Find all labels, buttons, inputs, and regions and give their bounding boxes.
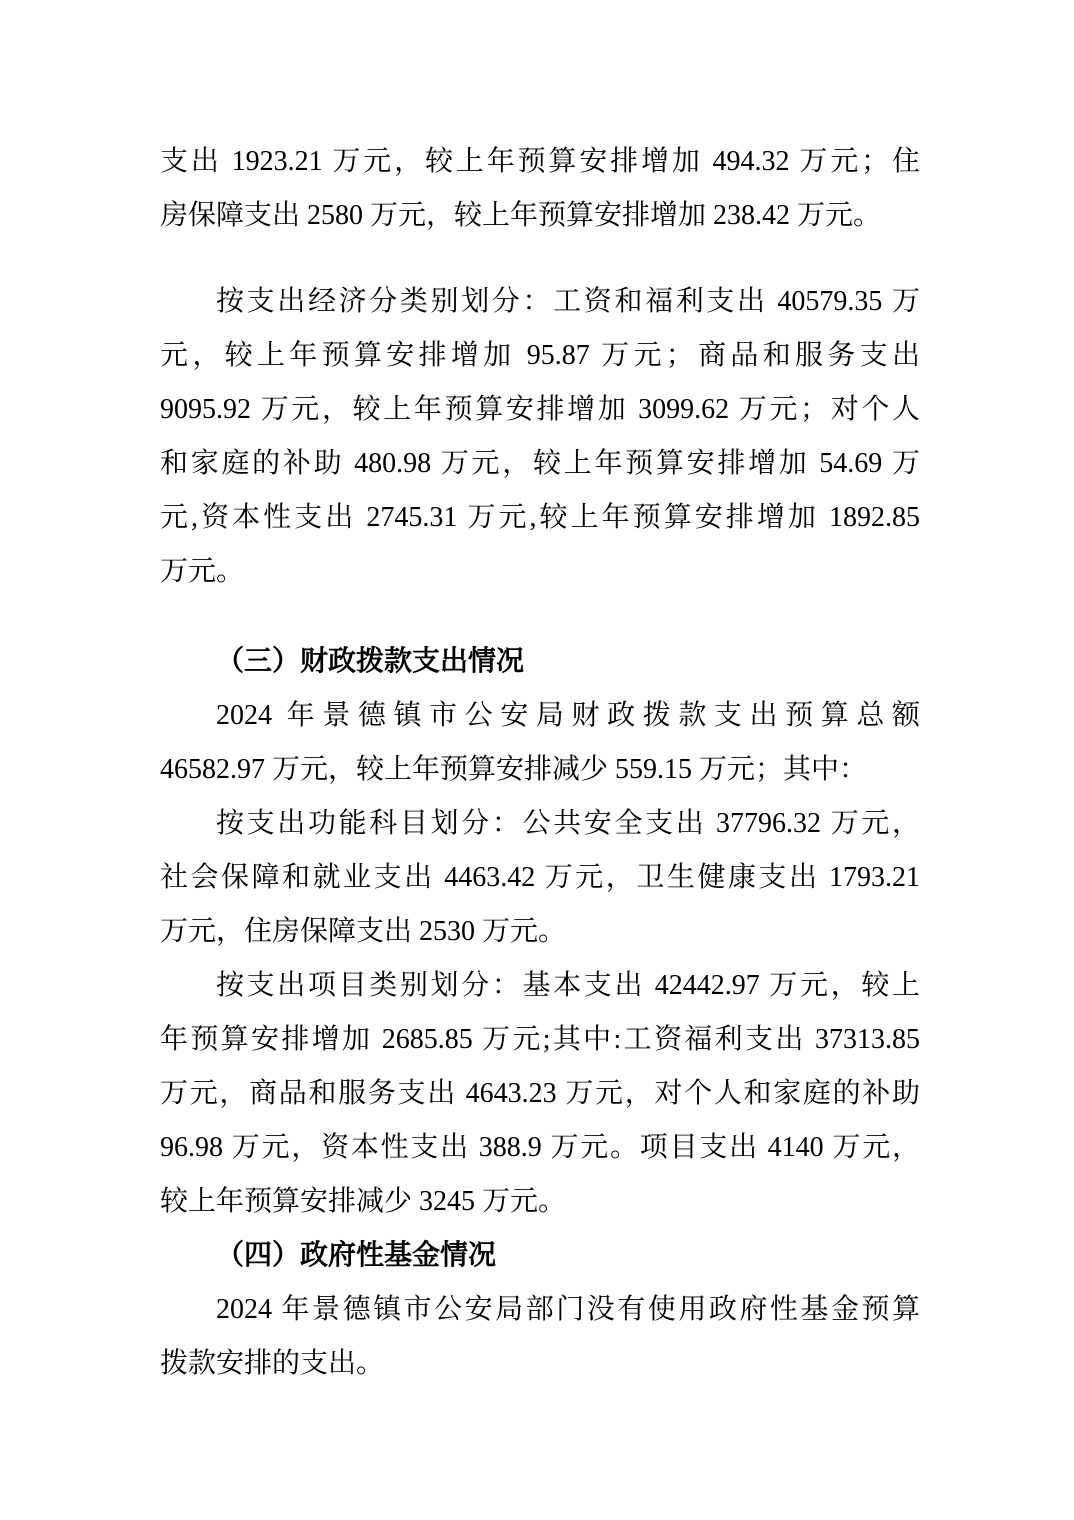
paragraph [160, 959, 920, 1229]
paragraph [160, 689, 920, 797]
paragraph [160, 135, 920, 243]
text-line: 96.98 万元，资本性支出 388.9 万元。项目支出 4140 万元， [160, 1132, 920, 1163]
text-line: 拨款安排的支出。 [160, 1348, 385, 1379]
heading-text: （四）政府性基金情况 [216, 1240, 497, 1271]
section-heading [160, 1229, 920, 1283]
paragraph [160, 275, 920, 599]
text-line: 支出 1923.21 万元，较上年预算安排增加 494.32 万元；住 [160, 146, 920, 177]
section-heading [160, 635, 920, 689]
text-line: 年预算安排增加 2685.85 万元;其中:工资福利支出 37313.85 [160, 1024, 920, 1055]
text-line: 9095.92 万元，较上年预算安排增加 3099.62 万元；对个人 [160, 394, 920, 425]
text-line: 万元，商品和服务支出 4643.23 万元，对个人和家庭的补助 [160, 1078, 920, 1109]
text-line: 按支出经济分类别划分：工资和福利支出 40579.35 万 [216, 286, 920, 317]
text-line: 万元，住房保障支出 2530 万元。 [160, 916, 567, 947]
text-line: 2024 年景德镇市公安局财政拨款支出预算总额 [216, 700, 920, 731]
text-line: 元，较上年预算安排增加 95.87 万元；商品和服务支出 [160, 340, 920, 371]
text-line: 按支出功能科目划分：公共安全支出 37796.32 万元， [216, 808, 920, 839]
paragraph [160, 797, 920, 959]
text-line: 房保障支出 2580 万元，较上年预算安排增加 238.42 万元。 [160, 200, 882, 231]
text-line: 46582.97 万元，较上年预算安排减少 559.15 万元；其中： [160, 754, 868, 785]
text-line: 元,资本性支出 2745.31 万元,较上年预算安排增加 1892.85 [160, 502, 920, 533]
heading-text: （三）财政拨款支出情况 [216, 646, 525, 677]
text-line: 社会保障和就业支出 4463.42 万元，卫生健康支出 1793.21 [160, 862, 920, 893]
text-line: 较上年预算安排减少 3245 万元。 [160, 1186, 567, 1217]
text-line: 和家庭的补助 480.98 万元，较上年预算安排增加 54.69 万 [160, 448, 920, 479]
text-line: 万元。 [160, 556, 245, 587]
paragraph [160, 1283, 920, 1391]
text-line: 2024 年景德镇市公安局部门没有使用政府性基金预算 [216, 1294, 920, 1325]
text-line: 按支出项目类别划分：基本支出 42442.97 万元，较上 [216, 970, 920, 1001]
